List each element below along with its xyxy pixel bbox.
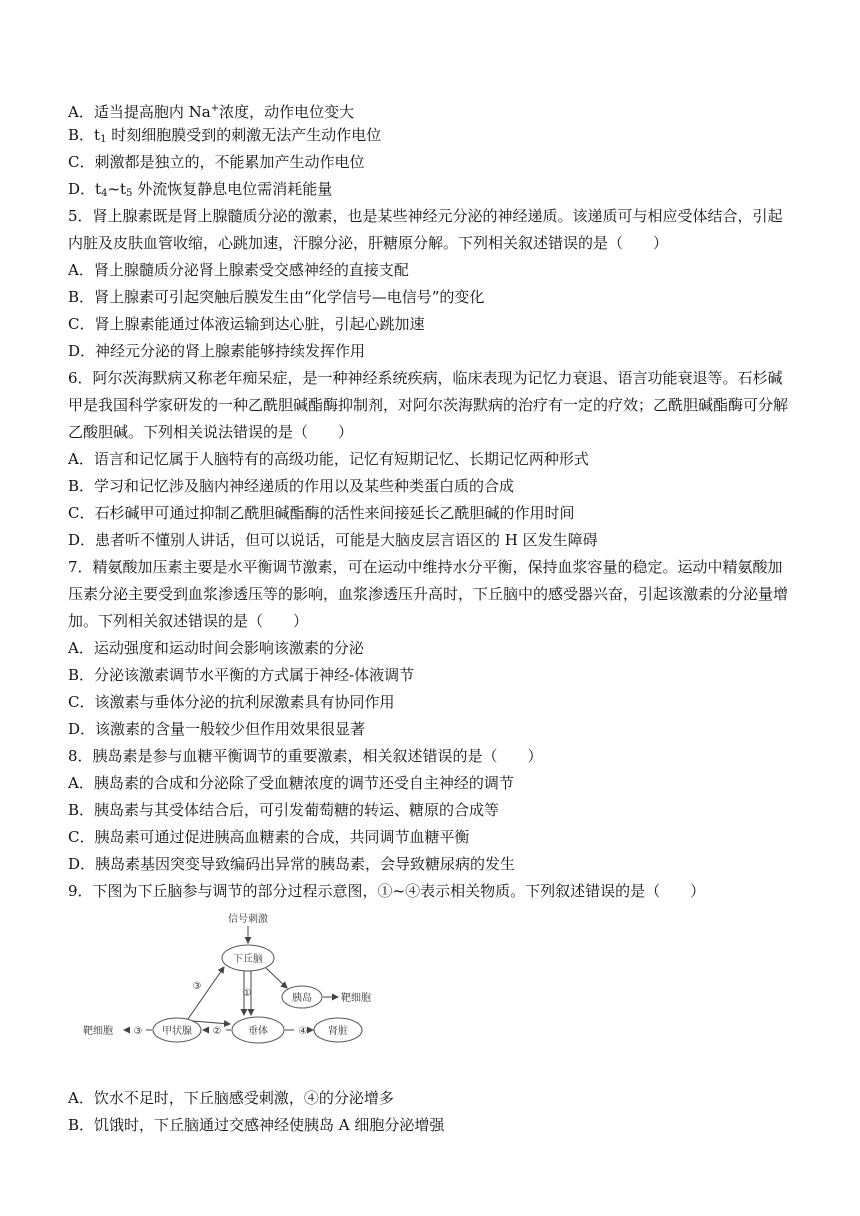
pituitary-label: 垂体: [248, 1026, 268, 1037]
q5-stem-line-1: 5．肾上腺素既是肾上腺髓质分泌的激素，也是某些神经元分泌的神经递质。该递质可与相应受体结合，引起: [68, 207, 783, 225]
q7-option-d: D．该激素的含量一般较少但作用效果很显著: [68, 720, 366, 738]
q4-option-c: C．刺激都是独立的，不能累加产生动作电位: [68, 153, 365, 171]
kidney-label: 肾脏: [328, 1026, 348, 1037]
q7-stem-line-3: 加。下列相关叙述错误的是（ ）: [68, 612, 309, 630]
q4-option-d: D．$t_4\sim t_5$ 外流恢复静息电位需消耗能量: [68, 180, 333, 199]
q6-option-b: B．学习和记忆涉及脑内神经递质的作用以及某些种类蛋白质的合成: [68, 477, 515, 495]
hypothalamus-to-pancreas-arrow: [266, 968, 287, 988]
diagram-svg: [80, 909, 380, 1079]
target-cell-right-label: 靶细胞: [341, 993, 371, 1004]
substance-3-left-label: ③: [133, 1026, 143, 1037]
thyroid-label: 甲状腺: [162, 1026, 192, 1037]
hypothalamus-label: 下丘脑: [233, 954, 263, 965]
q4-option-a: A．适当提高胞内 Na+浓度，动作电位变大: [68, 103, 355, 121]
substance-2-label: ②: [212, 1026, 222, 1037]
q8-option-d: D．胰岛素基因突变导致编码出异常的胰岛素，会导致糖尿病的发生: [68, 855, 516, 873]
signal-stimulus-label: 信号刺激: [228, 914, 268, 925]
substance-3-label: ③: [192, 981, 202, 992]
q6-option-d: D．患者听不懂别人讲话，但可以说话，可能是大脑皮层言语区的 H 区发生障碍: [68, 531, 598, 549]
pancreas-label: 胰岛: [292, 993, 312, 1004]
q7-stem-line-2: 压素分泌主要受到血浆渗透压等的影响，血浆渗透压升高时，下丘脑中的感受器兴奋，引起该激素的分泌量增: [68, 585, 789, 603]
q5-option-b: B．肾上腺素可引起突触后膜发生由“化学信号—电信号”的变化: [68, 288, 485, 306]
q7-stem-line-1: 7．精氨酸加压素主要是水平衡调节激素，可在运动中维持水分平衡，保持血浆容量的稳定。运动中精氨酸加: [68, 558, 783, 576]
q7-option-b: B．分泌该激素调节水平衡的方式属于神经-体液调节: [68, 666, 415, 684]
document-content: [68, 95, 808, 1139]
q8-stem-line-1: 8．胰岛素是参与血糖平衡调节的重要激素，相关叙述错误的是（ ）: [68, 747, 543, 765]
q9-stem-line-1: 9．下图为下丘脑参与调节的部分过程示意图，①~④表示相关物质。下列叙述错误的是（ ）: [68, 882, 706, 900]
target-cell-left-label: 靶细胞: [83, 1026, 113, 1037]
hypothalamus-regulation-diagram: [80, 909, 380, 1079]
q9-option-b: B．饥饿时，下丘脑通过交感神经使胰岛 A 细胞分泌增强: [68, 1116, 445, 1134]
q5-option-d: D．神经元分泌的肾上腺素能够持续发挥作用: [68, 342, 366, 360]
q5-option-a: A．肾上腺髓质分泌肾上腺素受交感神经的直接支配: [68, 261, 409, 279]
q6-stem-line-1: 6．阿尔茨海默病又称老年痴呆症，是一种神经系统疾病，临床表现为记忆力衰退、语言功能衰退等。石杉碱: [68, 369, 783, 387]
q8-option-a: A．胰岛素的合成和分泌除了受血糖浓度的调节还受自主神经的调节: [68, 774, 514, 792]
substance-4-label: ④: [298, 1026, 308, 1037]
q8-option-c: C．胰岛素可通过促进胰高血糖素的合成，共同调节血糖平衡: [68, 828, 470, 846]
thyroid-to-hypothalamus-arrow: [188, 967, 224, 1019]
q4-option-b: B．$t_1$ 时刻细胞膜受到的刺激无法产生动作电位: [68, 126, 382, 145]
q6-option-c: C．石杉碱甲可通过抑制乙酰胆碱酯酶的活性来间接延长乙酰胆碱的作用时间: [68, 504, 575, 522]
q6-stem-line-3: 乙酸胆碱。下列相关说法错误的是（ ）: [68, 423, 354, 441]
q9-option-a: A．饮水不足时，下丘脑感受刺激，④的分泌增多: [68, 1089, 394, 1107]
q8-option-b: B．胰岛素与其受体结合后，可引发葡萄糖的转运、糖原的合成等: [68, 801, 500, 819]
substance-1-label: ①: [242, 988, 252, 999]
q7-option-c: C．该激素与垂体分泌的抗利尿激素具有协同作用: [68, 693, 395, 711]
q6-stem-line-2: 甲是我国科学家研发的一种乙酰胆碱酯酶抑制剂，对阿尔茨海默病的治疗有一定的疗效；乙酰胆碱酯酶可分解: [68, 396, 789, 414]
q6-option-a: A．语言和记忆属于人脑特有的高级功能，记忆有短期记忆、长期记忆两种形式: [68, 450, 589, 468]
q5-stem-line-2: 内脏及皮肤血管收缩，心跳加速，汗腺分泌，肝糖原分解。下列相关叙述错误的是（ ）: [68, 234, 669, 252]
q7-option-a: A．运动强度和运动时间会影响该激素的分泌: [68, 639, 364, 657]
q5-option-c: C．肾上腺素能通过体液运输到达心脏，引起心跳加速: [68, 315, 425, 333]
